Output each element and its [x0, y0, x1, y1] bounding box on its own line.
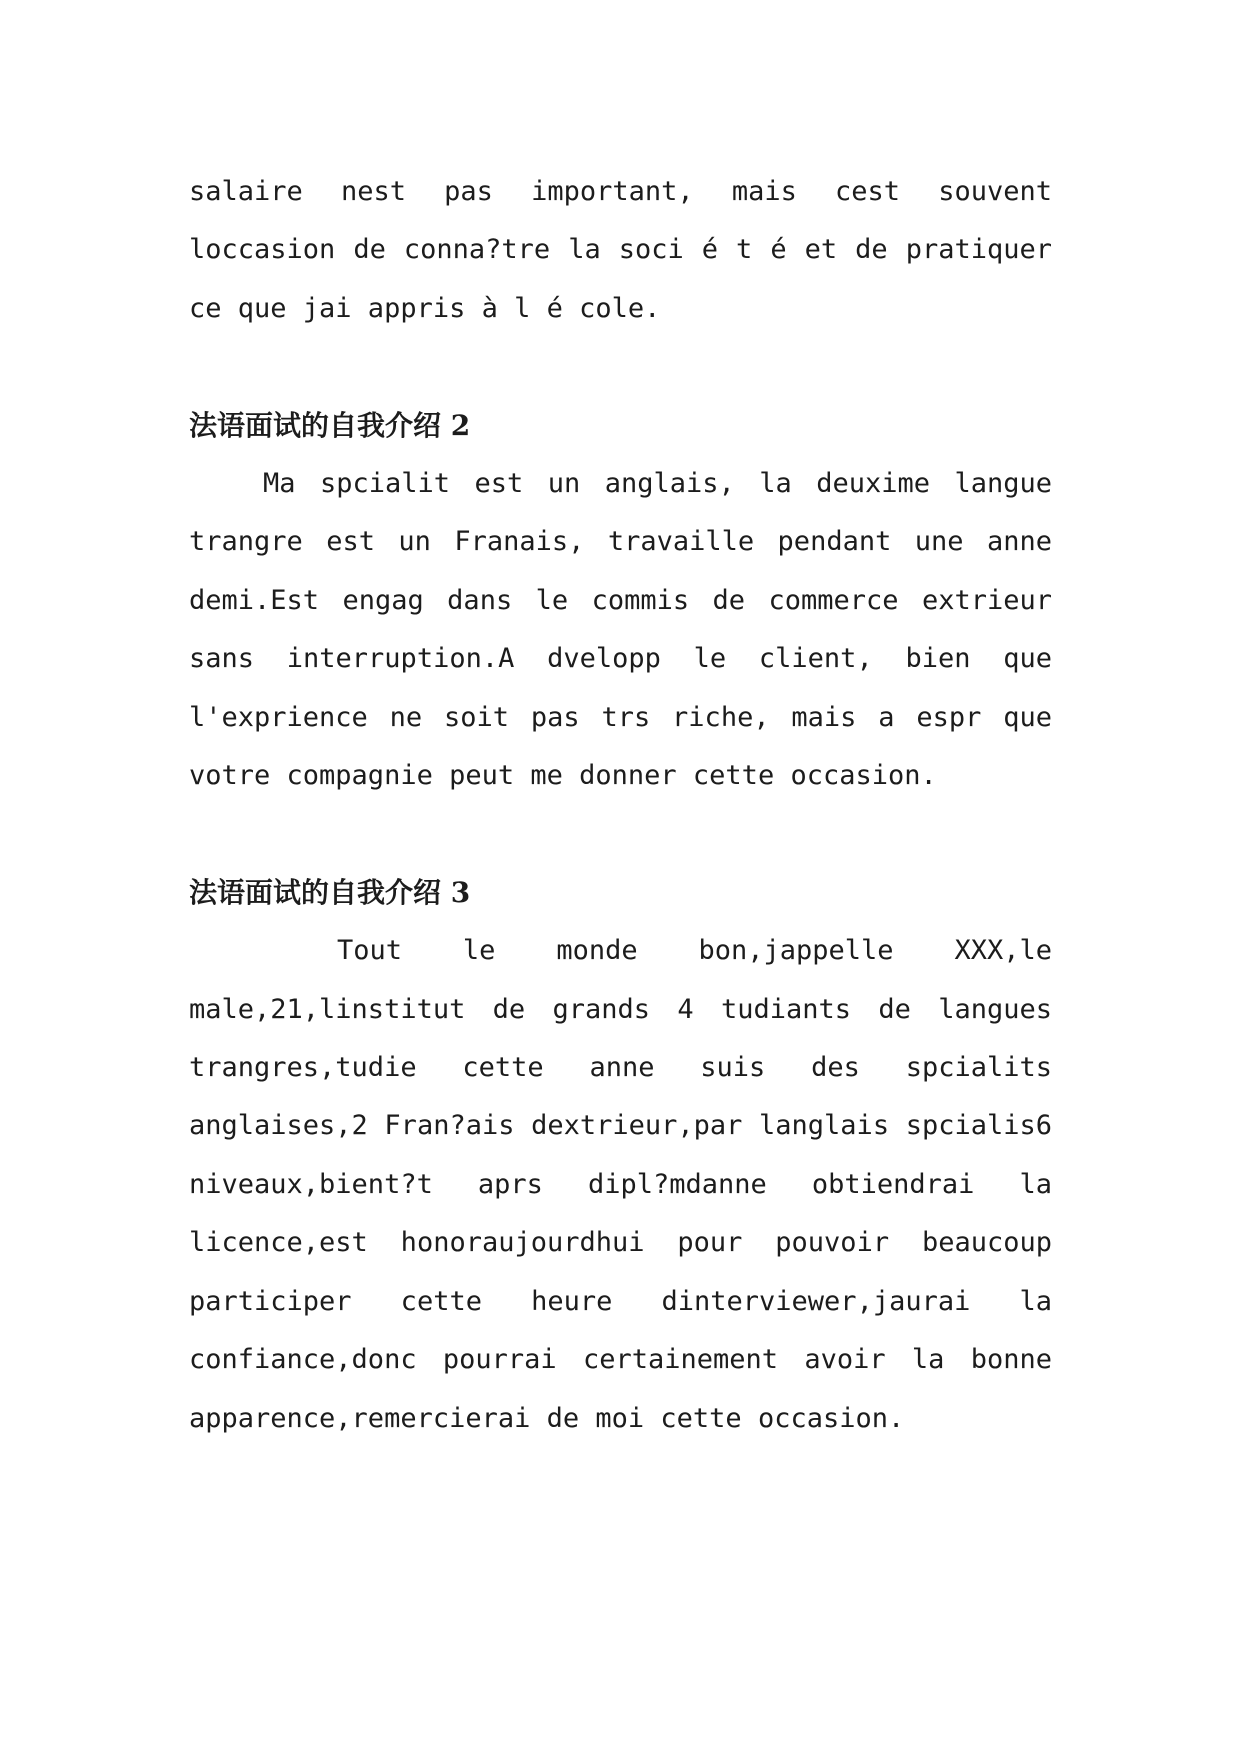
- paragraph-gap: [189, 338, 1052, 396]
- section-body-2: Ma spcialit est un anglais, la deuxime langue trangre est un Franais, travaille pendant une anne demi.Est engag dans le commis de commerce extrieur sans interruption.A dvelopp le client, bien que l'exprience ne soit pas trs riche, mais a espr que votre compagnie peut me donner cette occasion.: [189, 468, 1052, 792]
- section-body-3: Tout le monde bon,jappelle XXX,le male,21,linstitut de grands 4 tudiants de langues trangres,tudie cette anne suis des spcialits anglaises,2 Fran?ais dextrieur,par langlais spcialis6 niveaux,bient?t aprs dipl?mdanne obtiendrai la licence,est honoraujourdhui pour pouvoir beaucoup participer cette heure dinterviewer,jaurai la confiance,donc pourrai certainement avoir la bonne apparence,remercierai de moi cette occasion.: [189, 935, 1052, 1434]
- paragraph-gap: [189, 805, 1052, 863]
- section-heading-2: 法语面试的自我介绍 2: [189, 408, 471, 442]
- continued-paragraph: salaire nest pas important, mais cest souvent loccasion de conna?tre la soci é t é et de pratiquer ce que jai appris à l é cole.: [189, 176, 1052, 324]
- section-heading-3: 法语面试的自我介绍 3: [189, 875, 471, 909]
- document-content: [189, 163, 1052, 1448]
